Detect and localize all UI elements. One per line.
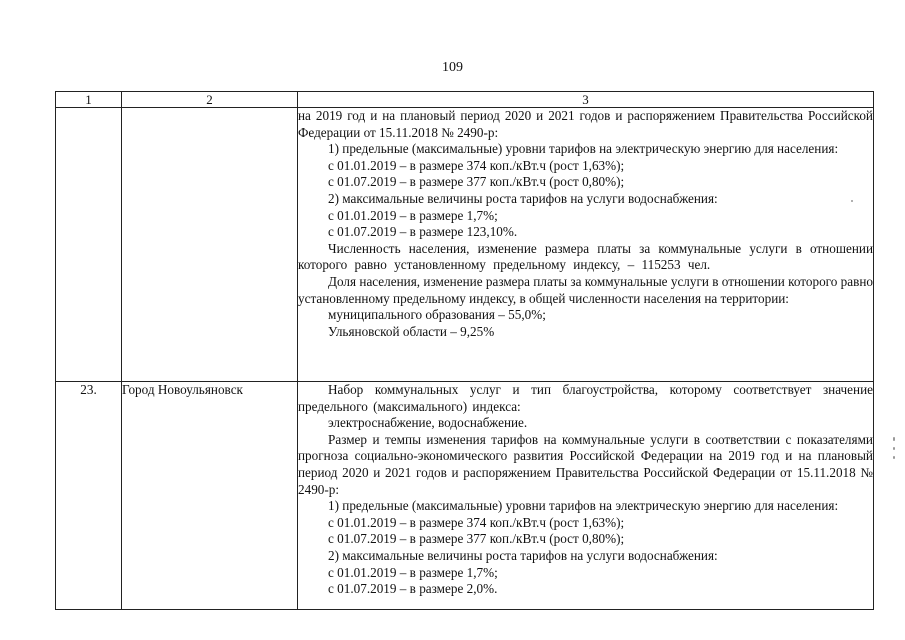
text-line: на 2019 год и на плановый период 2020 и 2021 годов и распоряжением Правительства Российской Федерации от 15.11.2018 № 2490-р:: [298, 108, 873, 140]
text-line: с 01.07.2019 – в размере 2,0%.: [328, 581, 498, 597]
header-col-2: 2: [122, 92, 298, 108]
scan-artifact: [893, 437, 895, 441]
text-line: Доля населения, изменение размера платы за коммунальные услуги в отношении которого равно установленному предельному индексу, в общей численности населения на территории:: [298, 273, 873, 306]
text-line: муниципального образования – 55,0%;: [328, 307, 546, 323]
text-line: с 01.01.2019 – в размере 1,7%;: [328, 564, 498, 580]
table-row-continued: [56, 108, 874, 382]
text-line: с 01.01.2019 – в размере 1,7%;: [328, 207, 498, 223]
text-line: с 01.07.2019 – в размере 377 коп./кВт.ч (рост 0,80%);: [328, 531, 625, 547]
table-row-23: [56, 382, 874, 610]
table-header-row: [56, 92, 874, 108]
row-number-cell: [56, 108, 122, 382]
row-number: 23.: [56, 382, 122, 610]
header-col-1: 1: [56, 92, 122, 108]
row-content-cell: [298, 108, 874, 382]
scan-artifact: [893, 447, 895, 450]
text-line: с 01.01.2019 – в размере 374 коп./кВт.ч (рост 1,63%);: [328, 157, 625, 173]
page-number: 109: [442, 60, 463, 75]
text-line: 1) предельные (максимальные) уровни тарифов на электрическую энергию для населения:: [328, 498, 839, 514]
text-line: электроснабжение, водоснабжение.: [328, 415, 528, 431]
text-line: 1) предельные (максимальные) уровни тарифов на электрическую энергию для населения:: [328, 141, 839, 157]
text-line: Набор коммунальных услуг и тип благоустройства, которому соответствует значение предельного (максимального) индекса:: [298, 382, 873, 414]
document-table: [55, 91, 874, 610]
municipality-cell: [122, 108, 298, 382]
row-content-cell: [298, 382, 874, 610]
header-col-3: 3: [298, 92, 874, 108]
text-line: Размер и темпы изменения тарифов на коммунальные услуги в соответствии с показателями прогноза социально-экономического развития Российской Федерации на 2019 год и на плановый период 2020 и 2021 годов и распоряжением Правительства Российской Федерации от 15.11.2018 № 2490-р:: [298, 431, 873, 497]
text-line: 2) максимальные величины роста тарифов на услуги водоснабжения:: [328, 190, 718, 206]
text-line: с 01.07.2019 – в размере 123,10%.: [328, 224, 518, 240]
text-line: с 01.07.2019 – в размере 377 коп./кВт.ч (рост 0,80%);: [328, 174, 625, 190]
scan-artifact: [851, 200, 853, 202]
text-line: Ульяновской области – 9,25%: [328, 323, 495, 339]
municipality-name: Город Новоульяновск: [122, 382, 298, 610]
scan-artifact: [893, 456, 895, 459]
text-line: с 01.01.2019 – в размере 374 коп./кВт.ч (рост 1,63%);: [328, 514, 625, 530]
text-line: Численность населения, изменение размера платы за коммунальные услуги в отношении которого равно установленному предельному индексу, – 115253 чел.: [298, 240, 873, 273]
text-line: 2) максимальные величины роста тарифов на услуги водоснабжения:: [328, 547, 718, 563]
